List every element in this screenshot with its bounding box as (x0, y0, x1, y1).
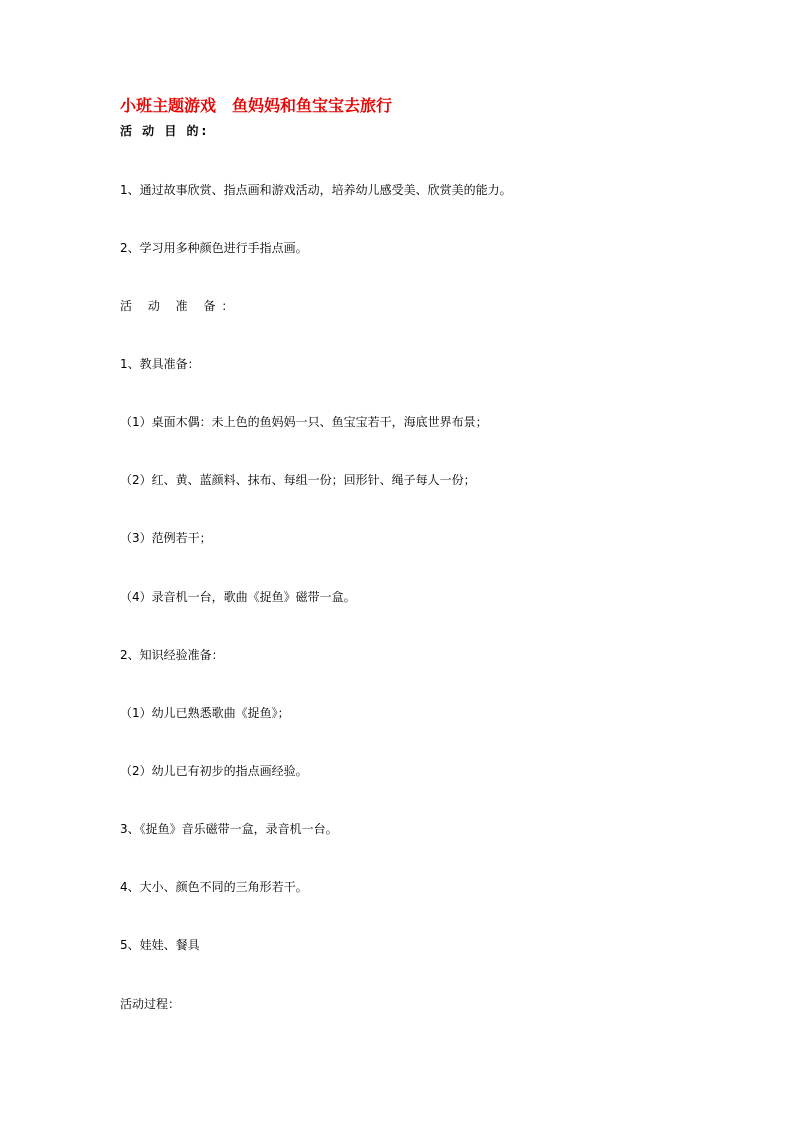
teaching-aid-item-1: （1）桌面木偶：未上色的鱼妈妈一只、鱼宝宝若干，海底世界布景； (120, 415, 488, 429)
preparation-item-5: 5、娃娃、餐具 (120, 938, 200, 952)
process-heading: 活动过程： (120, 997, 181, 1011)
knowledge-item-2: （2）幼儿已有初步的指点画经验。 (120, 764, 308, 778)
teaching-aid-item-2: （2）红、黄、蓝颜料、抹布、每组一份；回形针、绳子每人一份； (120, 473, 476, 487)
teaching-aids-heading: 1、教具准备： (120, 357, 200, 371)
knowledge-item-1: （1）幼儿已熟悉歌曲《捉鱼》； (120, 706, 290, 720)
preparation-heading: 活 动 准 备： (120, 299, 240, 313)
preparation-item-4: 4、大小、颜色不同的三角形若干。 (120, 880, 308, 894)
objective-item-2: 2、学习用多种颜色进行手指点画。 (120, 241, 308, 255)
teaching-aid-item-3: （3）范例若干； (120, 531, 212, 545)
document-title: 小班主题游戏 鱼妈妈和鱼宝宝去旅行 (120, 96, 393, 115)
preparation-item-3: 3、《捉鱼》音乐磁带一盒，录音机一台。 (120, 822, 338, 836)
knowledge-heading: 2、知识经验准备： (120, 648, 224, 662)
objectives-heading: 活 动 目 的: (120, 124, 210, 138)
objective-item-1: 1、通过故事欣赏、指点画和游戏活动，培养幼儿感受美、欣赏美的能力。 (120, 183, 512, 197)
teaching-aid-item-4: （4）录音机一台，歌曲《捉鱼》磁带一盒。 (120, 590, 356, 604)
